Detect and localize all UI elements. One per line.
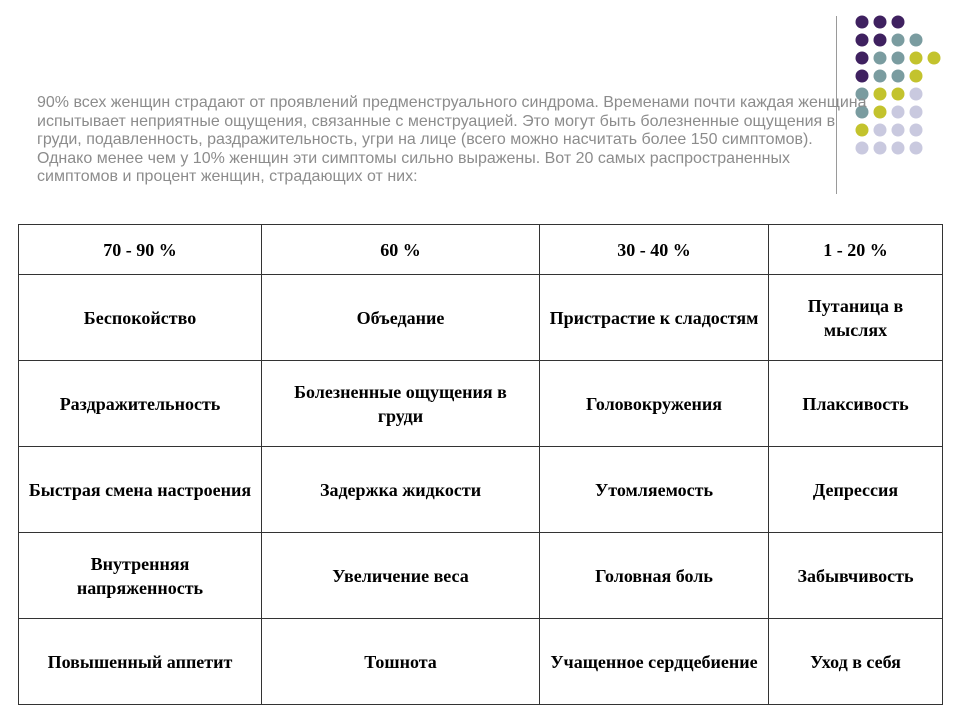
decor-dot — [892, 16, 905, 29]
table-cell: Повышенный аппетит — [19, 619, 262, 705]
column-header: 70 - 90 % — [19, 225, 262, 275]
intro-line: 90% всех женщин страдают от проявлений предменструального синдрома. Временами почти каждая женщина — [37, 94, 867, 111]
decor-dot — [856, 16, 869, 29]
table-row — [19, 275, 943, 361]
decor-dot — [874, 16, 887, 29]
symptoms-table — [18, 224, 943, 705]
decor-dot — [892, 70, 905, 83]
decor-dot — [874, 70, 887, 83]
intro-line: Однако менее чем у 10% женщин эти симптомы сильно выражены. Вот 20 самых распространенных — [37, 149, 790, 167]
table-cell: Объедание — [262, 275, 540, 361]
table-cell: Забывчивость — [769, 533, 943, 619]
decor-dot — [874, 52, 887, 65]
table-cell: Увеличение веса — [262, 533, 540, 619]
table-cell: Учащенное сердцебиение — [540, 619, 769, 705]
table-cell: Болезненные ощущения в груди — [262, 361, 540, 447]
intro-paragraph — [37, 94, 937, 187]
decor-dot — [910, 70, 923, 83]
table-cell: Путаница в мыслях — [769, 275, 943, 361]
table-row — [19, 447, 943, 533]
decor-dot — [892, 52, 905, 65]
table-cell: Раздражительность — [19, 361, 262, 447]
decor-dot — [928, 52, 941, 65]
decor-dot — [856, 70, 869, 83]
table-cell: Тошнота — [262, 619, 540, 705]
table-row — [19, 361, 943, 447]
decor-dot — [874, 34, 887, 47]
table-row — [19, 619, 943, 705]
decor-dot — [856, 52, 869, 65]
decor-dot — [910, 52, 923, 65]
table-cell: Уход в себя — [769, 619, 943, 705]
intro-line: испытывает неприятные ощущения, связанные с менструацией. Это могут быть болезненные ощущения в — [37, 112, 836, 130]
table-row — [19, 533, 943, 619]
intro-line: симптомов и процент женщин, страдающих от них: — [37, 168, 418, 185]
table-cell: Плаксивость — [769, 361, 943, 447]
table-cell: Утомляемость — [540, 447, 769, 533]
table-cell: Головокружения — [540, 361, 769, 447]
column-header: 60 % — [262, 225, 540, 275]
table-cell: Задержка жидкости — [262, 447, 540, 533]
decor-dot — [910, 34, 923, 47]
table-cell: Депрессия — [769, 447, 943, 533]
decor-dot — [892, 34, 905, 47]
table-cell: Пристрастие к сладостям — [540, 275, 769, 361]
decor-dot — [856, 34, 869, 47]
column-header: 1 - 20 % — [769, 225, 943, 275]
column-header: 30 - 40 % — [540, 225, 769, 275]
table-cell: Внутренняя напряженность — [19, 533, 262, 619]
table-cell: Быстрая смена настроения — [19, 447, 262, 533]
table-cell: Беспокойство — [19, 275, 262, 361]
table-header-row — [19, 225, 943, 275]
intro-line: груди, подавленность, раздражительность, угри на лице (всего можно насчитать более 150 симптомов). — [37, 131, 813, 148]
table-cell: Головная боль — [540, 533, 769, 619]
